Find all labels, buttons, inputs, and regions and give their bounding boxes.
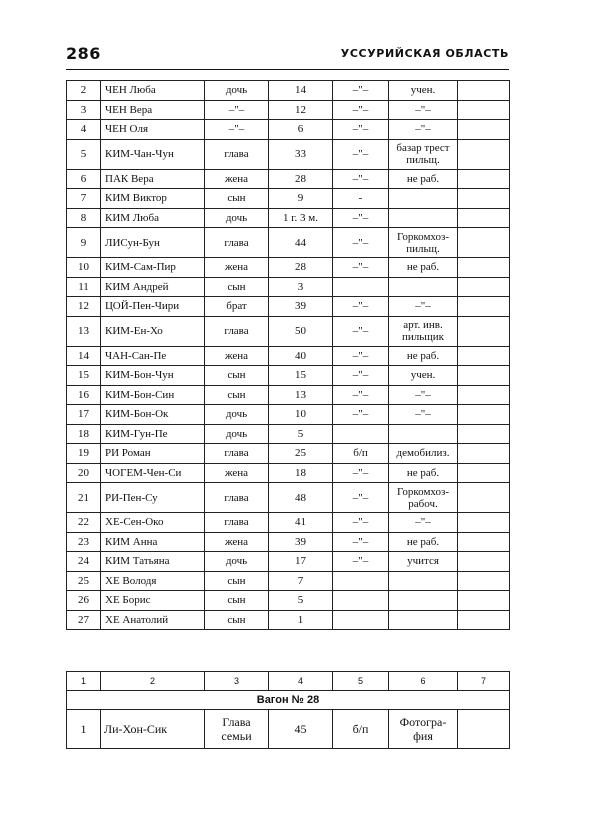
person-name: ПАК Вера bbox=[101, 169, 205, 189]
row-number: 24 bbox=[67, 552, 101, 572]
extra-cell bbox=[458, 424, 510, 444]
row-number: 15 bbox=[67, 366, 101, 386]
person-name: ХЕ Борис bbox=[101, 591, 205, 611]
running-title: УССУРИЙСКАЯ ОБЛАСТЬ bbox=[340, 47, 509, 60]
person-name: Ли-Хон-Сик bbox=[101, 710, 205, 749]
extra-cell bbox=[458, 120, 510, 140]
occupation-cell bbox=[389, 208, 458, 228]
party-status: –"– bbox=[333, 120, 389, 140]
row-number: 21 bbox=[67, 483, 101, 513]
table-row bbox=[67, 169, 510, 189]
party-status: –"– bbox=[333, 513, 389, 533]
row-number: 1 bbox=[67, 710, 101, 749]
occupation-line: не раб. bbox=[406, 172, 440, 185]
row-number: 7 bbox=[67, 189, 101, 209]
header-rule bbox=[66, 69, 509, 70]
table-row bbox=[67, 316, 510, 346]
table-row bbox=[67, 405, 510, 425]
party-status: –"– bbox=[333, 346, 389, 366]
occupation-line: –"– bbox=[415, 408, 431, 421]
party-status: –"– bbox=[333, 405, 389, 425]
relation: глава bbox=[205, 513, 269, 533]
person-name: ЧАН-Сан-Пе bbox=[101, 346, 205, 366]
relation: глава bbox=[205, 228, 269, 258]
person-name: ХЕ Анатолий bbox=[101, 610, 205, 630]
occupation-cell bbox=[389, 552, 458, 572]
age: 6 bbox=[269, 120, 333, 140]
party-status: - bbox=[333, 189, 389, 209]
table-row bbox=[67, 513, 510, 533]
relation: брат bbox=[205, 297, 269, 317]
table-row bbox=[67, 552, 510, 572]
row-number: 3 bbox=[67, 100, 101, 120]
person-name: КИМ-Гун-Пе bbox=[101, 424, 205, 444]
age: 28 bbox=[269, 258, 333, 278]
occupation-line: рабоч. bbox=[408, 497, 438, 510]
relation: глава bbox=[205, 316, 269, 346]
row-number: 6 bbox=[67, 169, 101, 189]
extra-cell bbox=[458, 385, 510, 405]
table-row bbox=[67, 346, 510, 366]
occupation-line: не раб. bbox=[406, 535, 440, 548]
age: 40 bbox=[269, 346, 333, 366]
relation: дочь bbox=[205, 208, 269, 228]
person-name: КИМ-Ен-Хо bbox=[101, 316, 205, 346]
age: 1 г. 3 м. bbox=[269, 208, 333, 228]
row-number: 4 bbox=[67, 120, 101, 140]
column-number: 5 bbox=[333, 672, 389, 691]
occupation-line: –"– bbox=[415, 516, 431, 529]
relation: жена bbox=[205, 532, 269, 552]
age: 41 bbox=[269, 513, 333, 533]
relation: жена bbox=[205, 346, 269, 366]
row-number: 13 bbox=[67, 316, 101, 346]
row-number: 20 bbox=[67, 463, 101, 483]
relation-cell bbox=[205, 710, 269, 749]
occupation-cell bbox=[389, 346, 458, 366]
extra-cell bbox=[458, 228, 510, 258]
party-status: –"– bbox=[333, 208, 389, 228]
column-number-row bbox=[67, 672, 510, 691]
person-name: КИМ-Чан-Чун bbox=[101, 139, 205, 169]
occupation-line: –"– bbox=[415, 103, 431, 116]
extra-cell bbox=[458, 139, 510, 169]
family-list-table bbox=[66, 80, 510, 630]
party-status bbox=[333, 424, 389, 444]
occupation-cell bbox=[389, 228, 458, 258]
occupation-cell bbox=[389, 444, 458, 464]
relation: сын bbox=[205, 366, 269, 386]
occupation-cell bbox=[389, 513, 458, 533]
relation: жена bbox=[205, 169, 269, 189]
extra-cell bbox=[458, 610, 510, 630]
row-number: 2 bbox=[67, 81, 101, 101]
age: 9 bbox=[269, 189, 333, 209]
age: 33 bbox=[269, 139, 333, 169]
occupation-line: фия bbox=[413, 729, 433, 743]
table-row bbox=[67, 139, 510, 169]
extra-cell bbox=[458, 366, 510, 386]
party-status: –"– bbox=[333, 81, 389, 101]
person-name: КИМ-Бон-Ок bbox=[101, 405, 205, 425]
occupation-cell bbox=[389, 366, 458, 386]
occupation-cell bbox=[389, 571, 458, 591]
wagon-table bbox=[66, 671, 510, 749]
relation: сын bbox=[205, 591, 269, 611]
occupation-cell bbox=[389, 610, 458, 630]
age: 7 bbox=[269, 571, 333, 591]
occupation-line: демобилиз. bbox=[396, 447, 450, 460]
column-number: 6 bbox=[389, 672, 458, 691]
person-name: КИМ Татьяна bbox=[101, 552, 205, 572]
relation: жена bbox=[205, 258, 269, 278]
relation: жена bbox=[205, 463, 269, 483]
occupation-cell bbox=[389, 385, 458, 405]
age: 5 bbox=[269, 424, 333, 444]
table-row bbox=[67, 424, 510, 444]
person-name: КИМ Виктор bbox=[101, 189, 205, 209]
occupation-cell bbox=[389, 405, 458, 425]
extra-cell bbox=[458, 571, 510, 591]
occupation-line: Горкомхоз- bbox=[396, 485, 450, 498]
relation: –"– bbox=[205, 100, 269, 120]
person-name: ЧЕН Люба bbox=[101, 81, 205, 101]
column-number: 2 bbox=[101, 672, 205, 691]
occupation-cell bbox=[389, 120, 458, 140]
extra-cell bbox=[458, 81, 510, 101]
row-number: 17 bbox=[67, 405, 101, 425]
age: 15 bbox=[269, 366, 333, 386]
occupation-cell bbox=[389, 424, 458, 444]
row-number: 25 bbox=[67, 571, 101, 591]
occupation-cell bbox=[389, 139, 458, 169]
party-status: –"– bbox=[333, 316, 389, 346]
occupation-cell bbox=[389, 100, 458, 120]
row-number: 19 bbox=[67, 444, 101, 464]
party-status: –"– bbox=[333, 228, 389, 258]
age: 25 bbox=[269, 444, 333, 464]
person-name: РИ-Пен-Су bbox=[101, 483, 205, 513]
occupation-cell bbox=[389, 189, 458, 209]
row-number: 10 bbox=[67, 258, 101, 278]
occupation-cell bbox=[389, 277, 458, 297]
age: 50 bbox=[269, 316, 333, 346]
occupation-line: учен. bbox=[410, 84, 436, 97]
relation: дочь bbox=[205, 81, 269, 101]
party-status: –"– bbox=[333, 483, 389, 513]
relation: дочь bbox=[205, 405, 269, 425]
row-number: 14 bbox=[67, 346, 101, 366]
occupation-cell bbox=[389, 710, 458, 749]
extra-cell bbox=[458, 710, 510, 749]
wagon-title: Вагон № 28 bbox=[67, 691, 510, 710]
party-status: –"– bbox=[333, 139, 389, 169]
table-row bbox=[67, 710, 510, 749]
extra-cell bbox=[458, 346, 510, 366]
row-number: 16 bbox=[67, 385, 101, 405]
relation: глава bbox=[205, 139, 269, 169]
row-number: 9 bbox=[67, 228, 101, 258]
age: 17 bbox=[269, 552, 333, 572]
table-row bbox=[67, 385, 510, 405]
party-status: –"– bbox=[333, 532, 389, 552]
age: 18 bbox=[269, 463, 333, 483]
party-status: б/п bbox=[333, 444, 389, 464]
relation: сын bbox=[205, 189, 269, 209]
age: 14 bbox=[269, 81, 333, 101]
row-number: 18 bbox=[67, 424, 101, 444]
person-name: КИМ-Сам-Пир bbox=[101, 258, 205, 278]
relation: дочь bbox=[205, 424, 269, 444]
relation-line: семьи bbox=[221, 729, 252, 743]
party-status: –"– bbox=[333, 385, 389, 405]
age: 1 bbox=[269, 610, 333, 630]
occupation-cell bbox=[389, 258, 458, 278]
table-row bbox=[67, 258, 510, 278]
extra-cell bbox=[458, 208, 510, 228]
occupation-line: пильщик bbox=[402, 331, 444, 343]
table-row bbox=[67, 189, 510, 209]
party-status bbox=[333, 571, 389, 591]
extra-cell bbox=[458, 513, 510, 533]
column-number: 1 bbox=[67, 672, 101, 691]
table-row bbox=[67, 463, 510, 483]
occupation-cell bbox=[389, 463, 458, 483]
party-status: –"– bbox=[333, 258, 389, 278]
occupation-line: Фотогра- bbox=[399, 715, 447, 729]
party-status bbox=[333, 277, 389, 297]
page-header bbox=[66, 44, 509, 70]
occupation-cell bbox=[389, 483, 458, 513]
occupation-cell bbox=[389, 591, 458, 611]
column-number: 4 bbox=[269, 672, 333, 691]
person-name: РИ Роман bbox=[101, 444, 205, 464]
table-row bbox=[67, 483, 510, 513]
occupation-line: не раб. bbox=[406, 466, 440, 479]
party-status: б/п bbox=[333, 710, 389, 749]
table-row bbox=[67, 277, 510, 297]
occupation-line: учится bbox=[407, 555, 439, 568]
person-name: КИМ Анна bbox=[101, 532, 205, 552]
relation: сын bbox=[205, 277, 269, 297]
table-row bbox=[67, 100, 510, 120]
extra-cell bbox=[458, 591, 510, 611]
table-row bbox=[67, 120, 510, 140]
occupation-cell bbox=[389, 316, 458, 346]
column-number: 3 bbox=[205, 672, 269, 691]
person-name: КИМ Андрей bbox=[101, 277, 205, 297]
relation: сын bbox=[205, 571, 269, 591]
table-row bbox=[67, 610, 510, 630]
table-row bbox=[67, 208, 510, 228]
occupation-line: пильщ. bbox=[406, 242, 440, 255]
party-status: –"– bbox=[333, 552, 389, 572]
column-number: 7 bbox=[458, 672, 510, 691]
extra-cell bbox=[458, 258, 510, 278]
party-status: –"– bbox=[333, 366, 389, 386]
row-number: 8 bbox=[67, 208, 101, 228]
relation: сын bbox=[205, 610, 269, 630]
extra-cell bbox=[458, 189, 510, 209]
table-row bbox=[67, 532, 510, 552]
row-number: 23 bbox=[67, 532, 101, 552]
extra-cell bbox=[458, 277, 510, 297]
person-name: ХЕ Володя bbox=[101, 571, 205, 591]
table-row bbox=[67, 366, 510, 386]
person-name: ЧЕН Оля bbox=[101, 120, 205, 140]
relation: дочь bbox=[205, 552, 269, 572]
table-row bbox=[67, 444, 510, 464]
row-number: 11 bbox=[67, 277, 101, 297]
relation: сын bbox=[205, 385, 269, 405]
page-number: 286 bbox=[66, 44, 101, 63]
occupation-line: –"– bbox=[415, 388, 431, 401]
party-status bbox=[333, 610, 389, 630]
age: 28 bbox=[269, 169, 333, 189]
person-name: ЛИСун-Бун bbox=[101, 228, 205, 258]
occupation-line: –"– bbox=[415, 123, 431, 136]
extra-cell bbox=[458, 532, 510, 552]
occupation-line: учен. bbox=[410, 369, 436, 382]
extra-cell bbox=[458, 463, 510, 483]
party-status: –"– bbox=[333, 169, 389, 189]
row-number: 22 bbox=[67, 513, 101, 533]
party-status: –"– bbox=[333, 463, 389, 483]
table-row bbox=[67, 591, 510, 611]
extra-cell bbox=[458, 100, 510, 120]
relation: глава bbox=[205, 483, 269, 513]
table-row bbox=[67, 297, 510, 317]
occupation-line: –"– bbox=[415, 300, 431, 313]
age: 44 bbox=[269, 228, 333, 258]
person-name: ЧЕН Вера bbox=[101, 100, 205, 120]
relation: глава bbox=[205, 444, 269, 464]
extra-cell bbox=[458, 552, 510, 572]
age: 10 bbox=[269, 405, 333, 425]
row-number: 5 bbox=[67, 139, 101, 169]
row-number: 12 bbox=[67, 297, 101, 317]
person-name: КИМ-Бон-Син bbox=[101, 385, 205, 405]
party-status: –"– bbox=[333, 100, 389, 120]
row-number: 26 bbox=[67, 591, 101, 611]
occupation-line: базар трест bbox=[396, 142, 450, 154]
occupation-line: не раб. bbox=[406, 349, 440, 362]
age: 3 bbox=[269, 277, 333, 297]
extra-cell bbox=[458, 316, 510, 346]
age: 5 bbox=[269, 591, 333, 611]
occupation-line: не раб. bbox=[406, 261, 440, 274]
occupation-cell bbox=[389, 532, 458, 552]
table-row bbox=[67, 81, 510, 101]
age: 13 bbox=[269, 385, 333, 405]
age: 45 bbox=[269, 710, 333, 749]
party-status bbox=[333, 591, 389, 611]
age: 39 bbox=[269, 532, 333, 552]
table-row bbox=[67, 228, 510, 258]
occupation-cell bbox=[389, 169, 458, 189]
relation-line: Глава bbox=[222, 715, 251, 729]
age: 12 bbox=[269, 100, 333, 120]
extra-cell bbox=[458, 405, 510, 425]
age: 39 bbox=[269, 297, 333, 317]
person-name: ХЕ-Сен-Око bbox=[101, 513, 205, 533]
row-number: 27 bbox=[67, 610, 101, 630]
occupation-cell bbox=[389, 297, 458, 317]
occupation-line: арт. инв. bbox=[403, 319, 443, 331]
party-status: –"– bbox=[333, 297, 389, 317]
person-name: КИМ-Бон-Чун bbox=[101, 366, 205, 386]
person-name: ЦОЙ-Пен-Чири bbox=[101, 297, 205, 317]
person-name: КИМ Люба bbox=[101, 208, 205, 228]
extra-cell bbox=[458, 483, 510, 513]
occupation-line: Горкомхоз- bbox=[396, 230, 450, 243]
extra-cell bbox=[458, 297, 510, 317]
table-row bbox=[67, 571, 510, 591]
person-name: ЧОГЕМ-Чен-Си bbox=[101, 463, 205, 483]
occupation-cell bbox=[389, 81, 458, 101]
extra-cell bbox=[458, 169, 510, 189]
wagon-title-row bbox=[67, 691, 510, 710]
occupation-line: пильщ. bbox=[406, 154, 440, 166]
extra-cell bbox=[458, 444, 510, 464]
relation: –"– bbox=[205, 120, 269, 140]
age: 48 bbox=[269, 483, 333, 513]
